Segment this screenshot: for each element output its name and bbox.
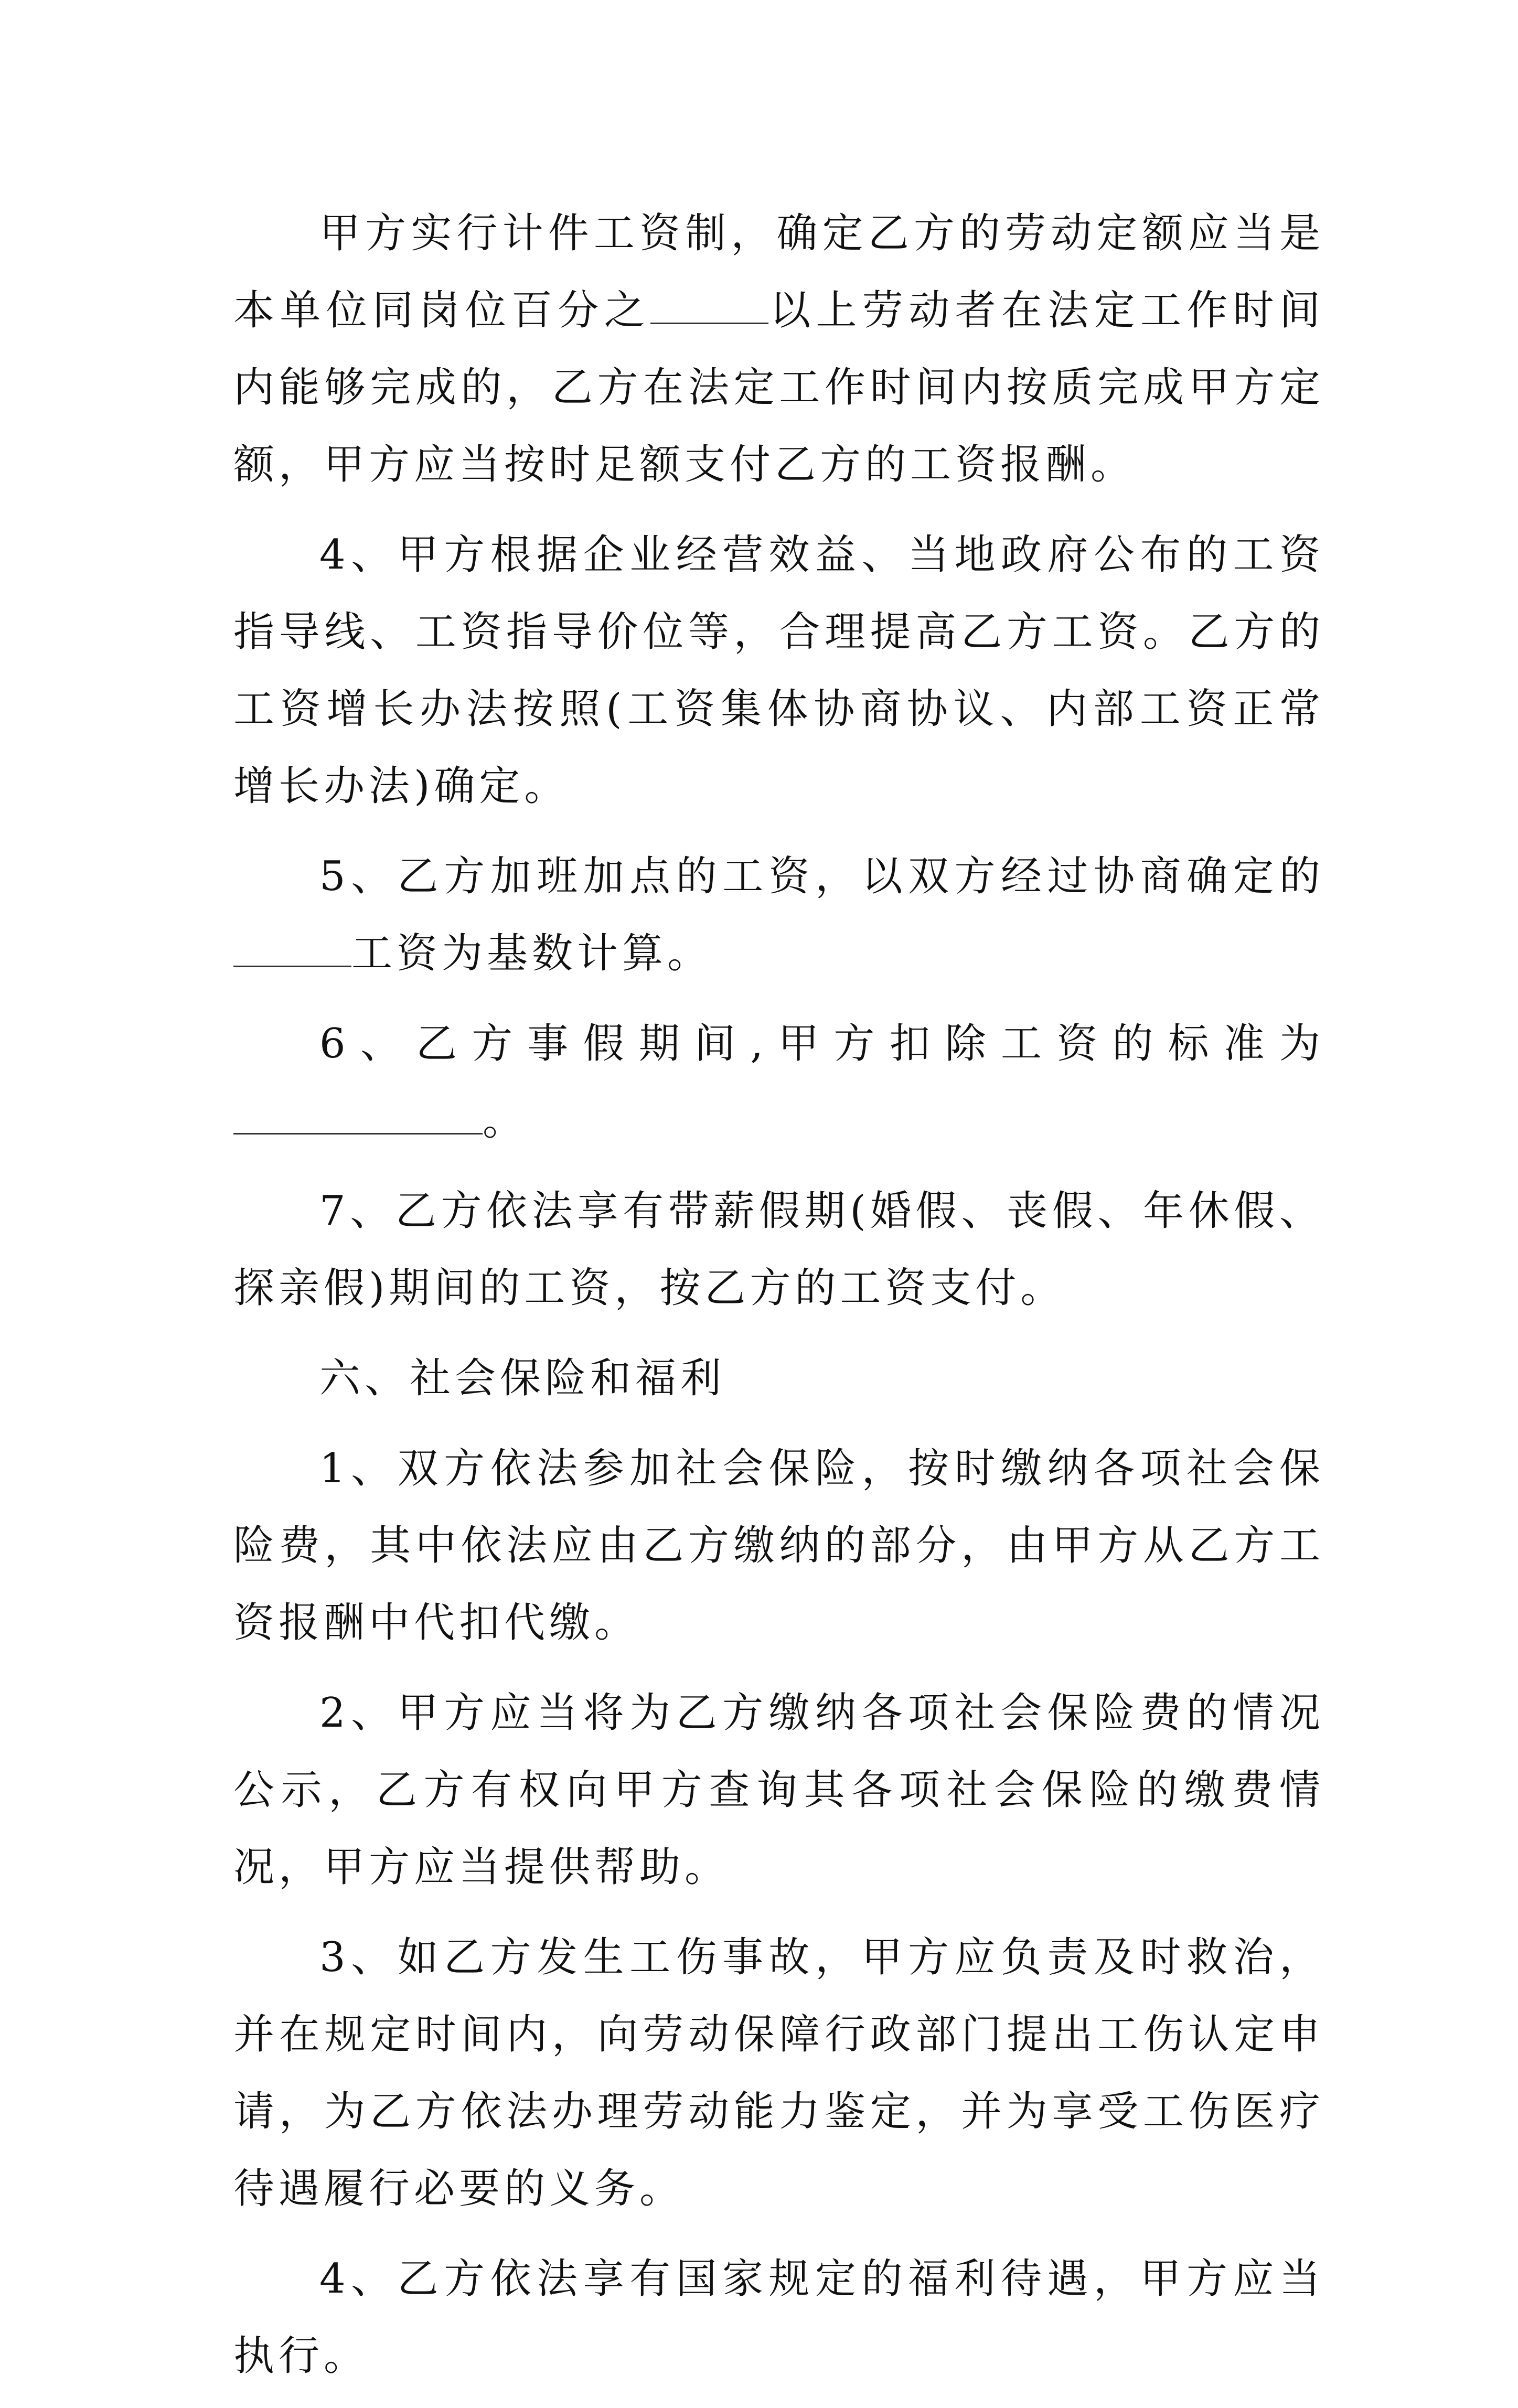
fill-in-blank[interactable]: [650, 286, 768, 324]
paragraph-insurance-3: [233, 1919, 1324, 2228]
paragraph-text: 7、乙方依法享有带薪假期(婚假、丧假、年休假、探亲假)期间的工资，按乙方的工资支付。: [233, 1187, 1324, 1312]
paragraph-text: 6、乙方事假期间,甲方扣除工资的标准为: [319, 1020, 1324, 1067]
paragraph-text: 5、乙方加班加点的工资，以双方经过协商确定的: [319, 853, 1324, 900]
paragraph-clause-6-personal-leave: [233, 1005, 1324, 1160]
section-heading-social-insurance: [233, 1340, 1324, 1417]
paragraph-insurance-2: [233, 1675, 1324, 1906]
paragraph-text: 以上劳动者在法定工作时间内能够完成的，乙方在法定工作时间内按质完成甲方定额，甲方应当按时足额支付乙方的工资报酬。: [233, 287, 1324, 488]
paragraph-clause-5-overtime: [233, 838, 1324, 992]
document-body: [233, 195, 1324, 2408]
fill-in-blank[interactable]: [233, 1096, 483, 1135]
paragraph-text: 工资为基数计算。: [351, 930, 713, 977]
paragraph-text: 甲方实行计件工资制，确定乙方的劳动定额应当是本单位同岗位百分之: [233, 210, 1324, 334]
paragraph-text: 4、甲方根据企业经营效益、当地政府公布的工资指导线、工资指导价位等，合理提高乙方工资。乙方的工资增长办法按照(工资集体协商协议、内部工资正常增长办法)确定。: [233, 531, 1324, 810]
paragraph-insurance-4: [233, 2241, 1324, 2395]
paragraph-text: 。: [483, 1097, 528, 1144]
fill-in-blank[interactable]: [233, 929, 351, 967]
paragraph-text: 1、双方依法参加社会保险，按时缴纳各项社会保险费，其中依法应由乙方缴纳的部分，由甲方从乙方工资报酬中代扣代缴。: [233, 1445, 1324, 1646]
paragraph-insurance-1: [233, 1430, 1324, 1662]
section-heading-text: 六、社会保险和福利: [319, 1355, 726, 1402]
paragraph-text: 2、甲方应当将为乙方缴纳各项社会保险费的情况公示，乙方有权向甲方查询其各项社会保险的缴费情况，甲方应当提供帮助。: [233, 1689, 1324, 1891]
paragraph-piece-rate: [233, 195, 1324, 504]
paragraph-text: 3、如乙方发生工伤事故，甲方应负责及时救治，并在规定时间内，向劳动保障行政部门提出工伤认定申请，为乙方依法办理劳动能力鉴定，并为享受工伤医疗待遇履行必要的义务。: [233, 1934, 1324, 2212]
paragraph-text: 4、乙方依法享有国家规定的福利待遇，甲方应当执行。: [233, 2255, 1324, 2380]
paragraph-clause-4-wage-increase: [233, 517, 1324, 825]
paragraph-clause-7-paid-leave: [233, 1173, 1324, 1327]
